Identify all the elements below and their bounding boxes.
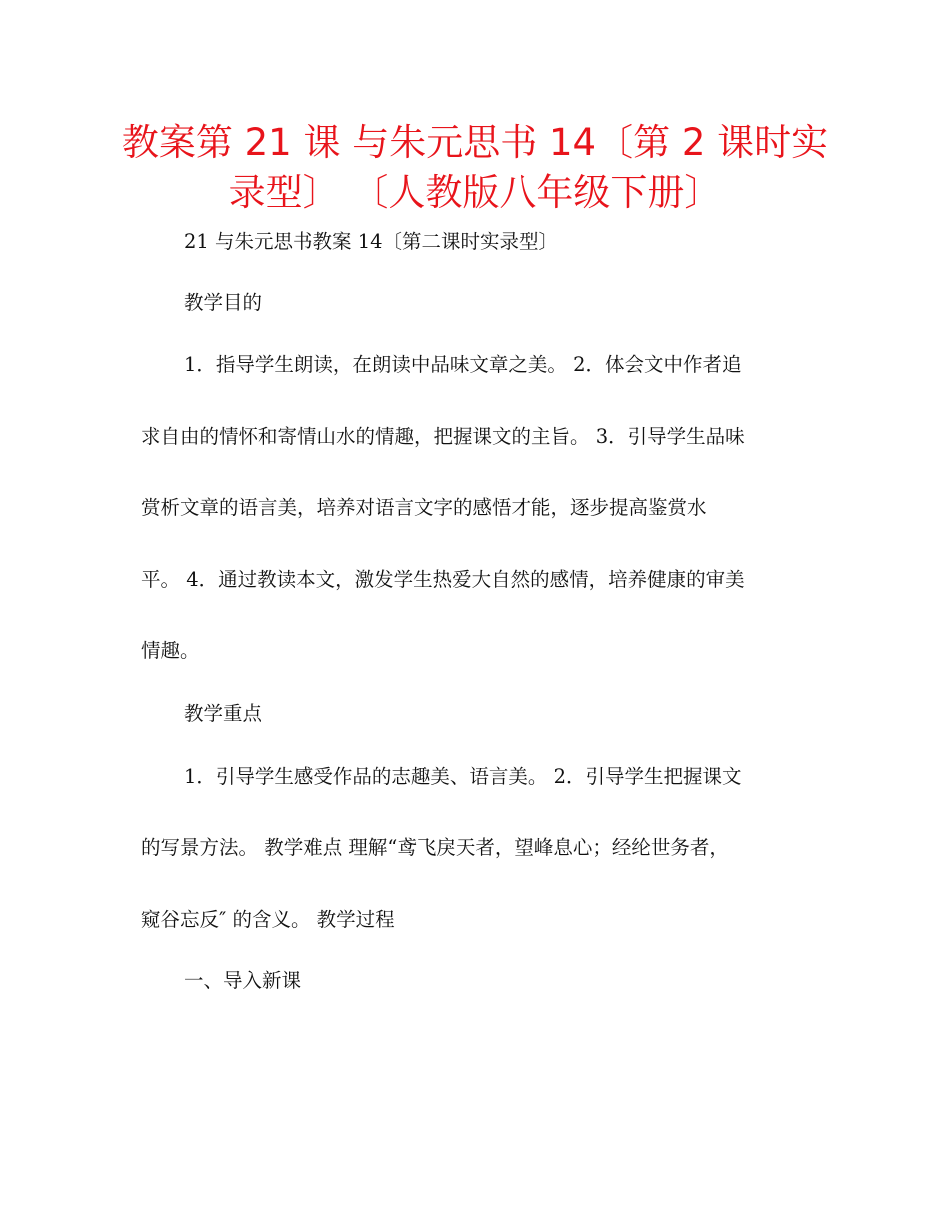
key-points-heading: 教学重点 [184,702,263,725]
subtitle: 21 与朱元思书教案 14〔第二课时实录型〕 [184,230,559,253]
goals-heading: 教学目的 [184,291,263,314]
title-line-1: 教案第 21 课 与朱元思书 14〔第 2 课时实 [121,121,829,164]
goals-line: 赏析文章的语言美，培养对语言文字的感悟才能，逐步提高鉴赏水 [141,496,707,519]
goals-line: 情趣。 [141,639,200,662]
goals-line: 求自由的情怀和寄情山水的情趣，把握课文的主旨。 3．引导学生品味 [141,425,745,448]
goals-line: 平。 4．通过教读本文，激发学生热爱大自然的感情，培养健康的审美 [141,568,745,591]
title-line-2: 录型〕 〔人教版八年级下册〕 [228,171,722,214]
document-title [120,118,830,218]
key-points-line: 窥谷忘反″ 的含义。 教学过程 [141,908,395,931]
intro-heading: 一、导入新课 [184,969,302,992]
goals-line: 1．指导学生朗读，在朗读中品味文章之美。 2．体会文中作者追 [184,353,742,376]
key-points-line: 1．引导学生感受作品的志趣美、语言美。 2．引导学生把握课文 [184,765,742,788]
key-points-line: 的写景方法。 教学难点 理解“鸢飞戾天者，望峰息心；经纶世务者， [141,836,729,859]
